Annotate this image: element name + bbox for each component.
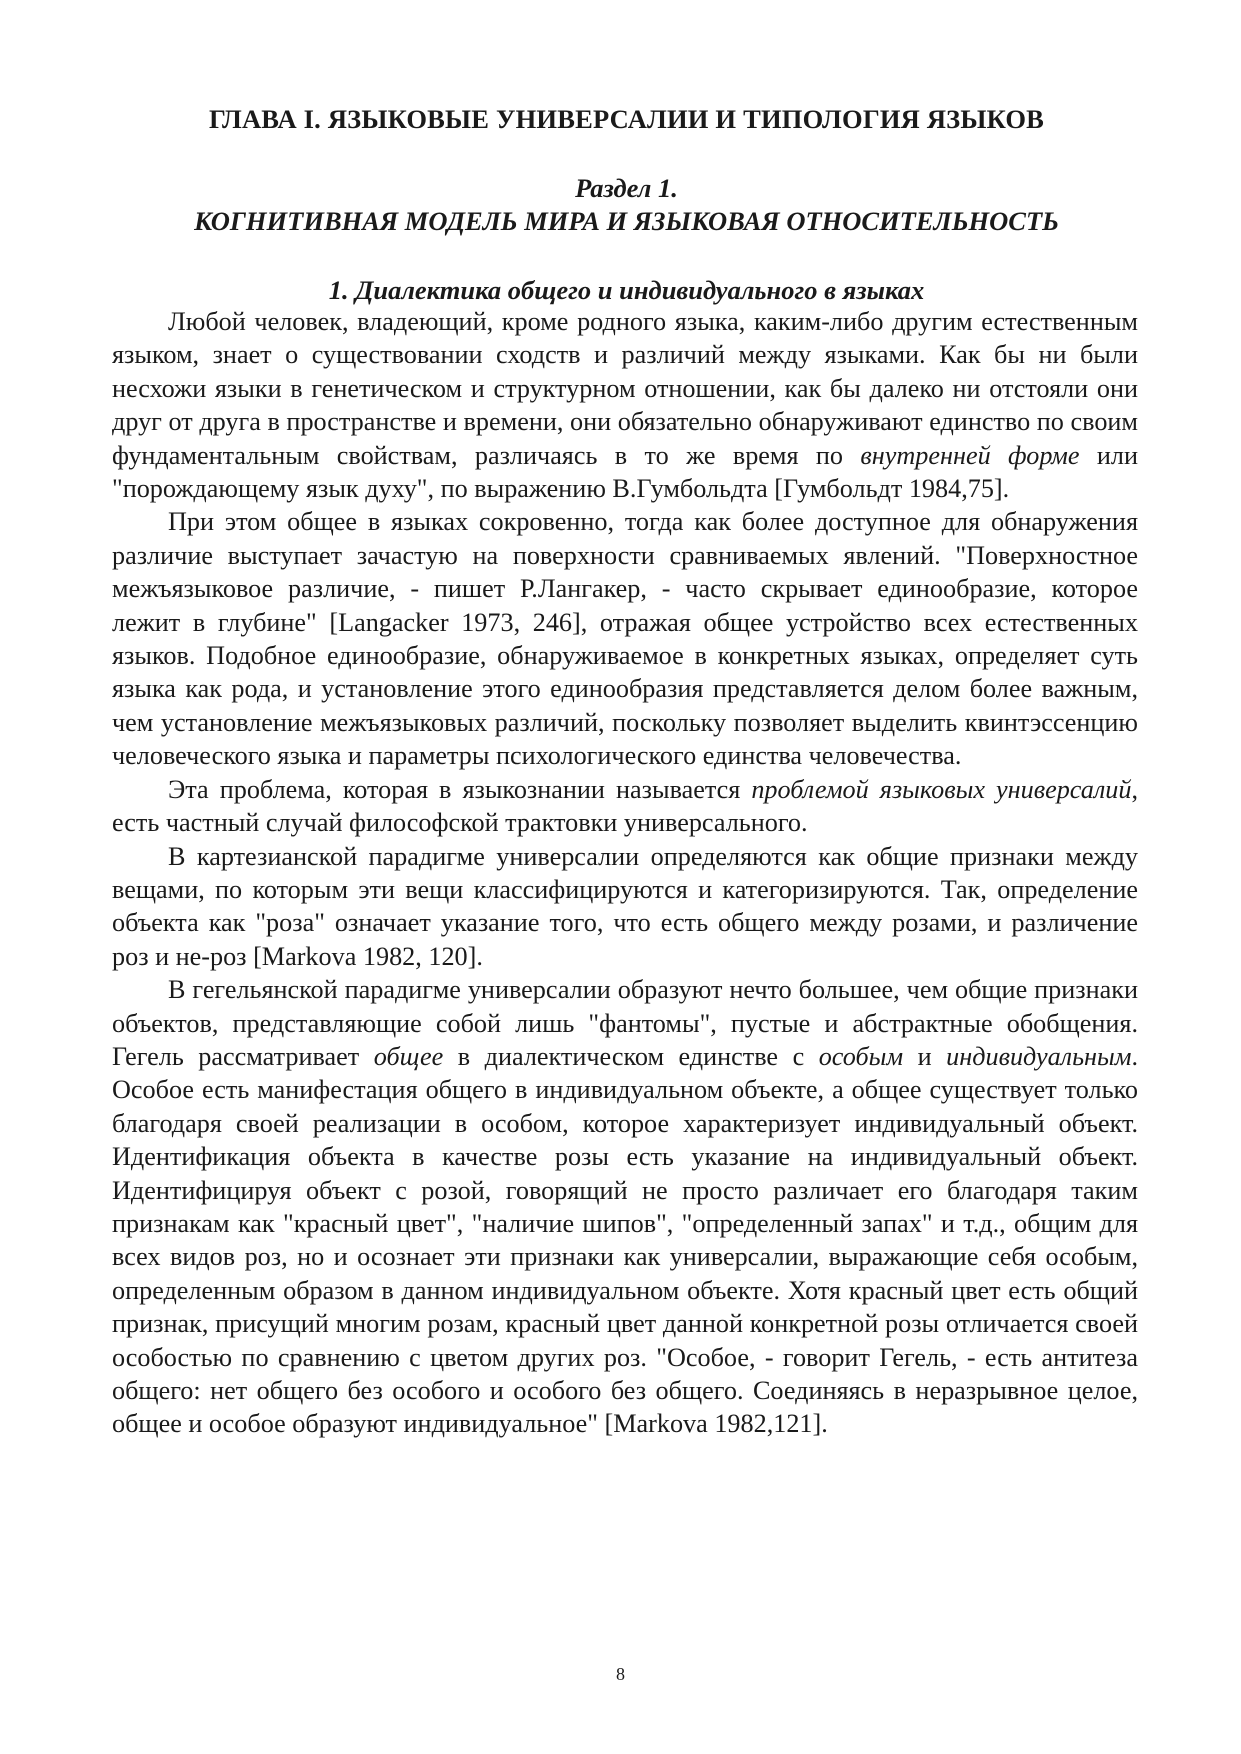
paragraph-4: В картезианской парадигме универсалии определяются как общие признаки между вещами, по которым эти вещи классифицируются и категоризируются. Так, определение объекта как "роза" означает указание того, что есть общего между розами, и различение роз и не-роз [Markova 1982, 120]. (112, 841, 1138, 971)
paragraph-1-text-b: или "порождающему язык духу", по выражению В.Гумбольдта [Гумбольдт 1984,75]. (112, 440, 1138, 504)
paragraph-5-emphasis-3: индивидуальным (946, 1041, 1132, 1071)
paragraph-5-emphasis-2: особым (818, 1041, 904, 1071)
paragraph-5-emphasis-1: общее (373, 1041, 444, 1071)
paragraph-5 (112, 973, 1138, 1441)
paragraph-3 (112, 773, 1138, 840)
paragraph-5-text-b: в диалектическом единстве с (443, 1041, 819, 1071)
paragraph-1 (112, 305, 1138, 505)
page-number: 8 (616, 1664, 625, 1684)
paragraph-3-text-b: , есть частный случай философской трактовки универсального. (112, 774, 1138, 838)
chapter-title: ГЛАВА I. ЯЗЫКОВЫЕ УНИВЕРСАЛИИ И ТИПОЛОГИЯ ЯЗЫКОВ (208, 104, 1045, 134)
paragraph-5-text-a: В гегельянской парадигме универсалии образуют нечто большее, чем общие признаки объектов, представляющие собой лишь "фантомы", пустые и абстрактные обобщения. Гегель рассматривает (112, 975, 1138, 1071)
paragraph-3-emphasis: проблемой языковых универсалий (751, 774, 1132, 804)
subsection-title: 1. Диалектика общего и индивидуального в языках (328, 275, 925, 305)
paragraph-3-text-a: Эта проблема, которая в языкознании называется (168, 774, 752, 804)
section-title: КОГНИТИВНАЯ МОДЕЛЬ МИРА И ЯЗЫКОВАЯ ОТНОСИТЕЛЬНОСТЬ (194, 206, 1059, 236)
paragraph-1-emphasis: внутренней форме (860, 440, 1080, 470)
paragraph-5-text-d: . Особое есть манифестация общего в индивидуальном объекте, а общее существует только благодаря своей реализации в особом, которое характеризует индивидуальный объект. Идентификация объекта в качестве розы есть указание на индивидуальный объект. Идентифицируя объект с розой, говорящий не просто различает его благодаря таким признакам как "красный цвет", "наличие шипов", "определенный запах" и т.д., общим для всех видов роз, но и осознает эти признаки как универсалии, выражающие себя особым, определенным образом в данном индивидуальном объекте. Хотя красный цвет есть общий признак, присущий многим розам, красный цвет данной конкретной розы отличается своей особостью по сравнению с цветом других роз. "Особое, - говорит Гегель, - есть антитеза общего: нет общего без особого и особого без общего. Соединяясь в неразрывное целое, общее и особое образуют индивидуальное" [Markova 1982,121]. (112, 1041, 1139, 1439)
paragraph-2: При этом общее в языках сокровенно, тогда как более доступное для обнаружения различие выступает зачастую на поверхности сравниваемых явлений. "Поверхностное межъязыковое различие, - пишет Р.Лангакер, - часто скрывает единообразие, которое лежит в глубине" [Langacker 1973, 246], отражая общее устройство всех естественных языков. Подобное единообразие, обнаруживаемое в конкретных языках, определяет суть языка как рода, и установление этого единообразия представляется делом более важным, чем установление межъязыковых различий, поскольку позволяет выделить квинтэссенцию человеческого языка и параметры психологического единства человечества. (112, 507, 1138, 771)
paragraph-1-text-a: Любой человек, владеющий, кроме родного языка, каким-либо другим естественным языком, знает о существовании сходств и различий между языками. Как бы ни были несхожи языки в генетическом и структурном отношении, как бы далеко ни отстояли они друг от друга в пространстве и времени, они обязательно обнаруживают единство по своим фундаментальным свойствам, различаясь в то же время по (112, 307, 1138, 470)
section-label: Раздел 1. (575, 173, 678, 203)
body-text (112, 305, 1138, 1441)
paragraph-5-text-c: и (903, 1041, 947, 1071)
